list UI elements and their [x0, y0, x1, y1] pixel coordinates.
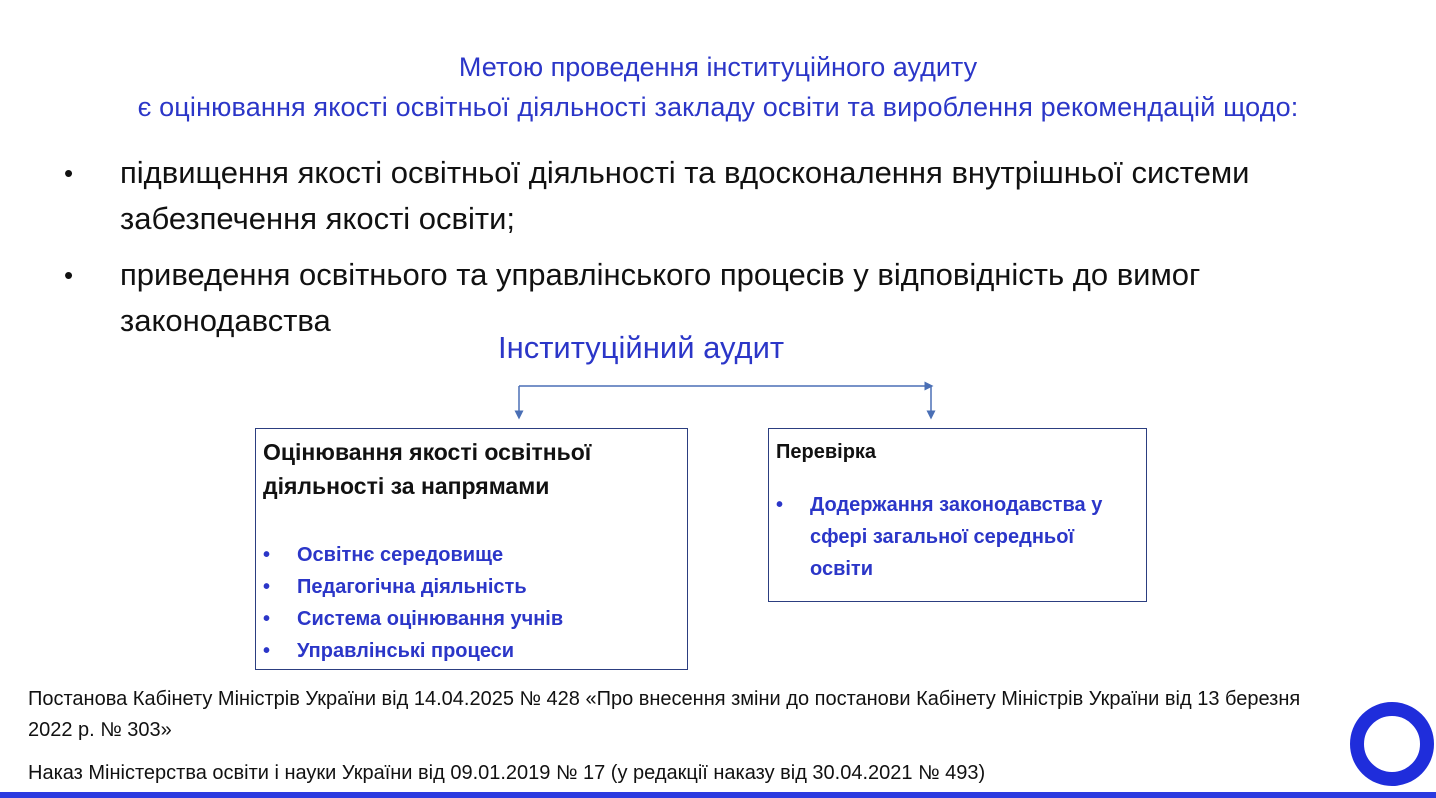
- reference-resolution: Постанова Кабінету Міністрів України від 14.04.2025 № 428 «Про внесення зміни до постанови Кабінету Міністрів України від 13 березня 2022 р. № 303»: [28, 688, 1301, 741]
- bullet-dot-icon: •: [263, 576, 271, 598]
- list-item: [263, 571, 679, 603]
- diagram-title: Інституційний аудит: [498, 330, 785, 365]
- bullet-dot-icon: •: [64, 260, 74, 290]
- inspection-list: [776, 489, 1138, 585]
- bullet-text: приведення освітнього та управлінського процесів у відповідність до вимог законодавства: [120, 257, 1201, 338]
- heading-line-2: є оцінювання якості освітньої діяльності закладу освіти та вироблення рекомендацій щодо:: [137, 92, 1299, 122]
- inspection-box: [768, 428, 1147, 602]
- assessment-directions-list: [263, 539, 679, 667]
- list-item: [263, 635, 679, 667]
- list-item-text: Освітнє середовище: [297, 544, 504, 566]
- list-item: [263, 603, 679, 635]
- list-item-text: Педагогічна діяльність: [297, 576, 527, 598]
- bullet-text: підвищення якості освітньої діяльності та вдосконалення внутрішньої системи забезпечення якості освіти;: [120, 155, 1250, 236]
- bottom-accent-bar: [0, 792, 1436, 798]
- inspection-box-title: Перевірка: [776, 441, 877, 463]
- assessment-box-title: Оцінювання якості освітньої діяльності за напрямами: [263, 439, 592, 499]
- list-item-text: Управлінські процеси: [297, 640, 515, 662]
- assessment-box: [255, 428, 688, 670]
- list-item-text: Додержання законодавства у сфері загальної середньої освіти: [810, 494, 1103, 580]
- list-item: [263, 539, 679, 571]
- ring-logo-icon: [1350, 702, 1434, 786]
- bullet-dot-icon: •: [263, 544, 271, 566]
- list-item: [776, 489, 1138, 585]
- bullet-dot-icon: •: [64, 158, 74, 188]
- bullet-dot-icon: •: [776, 494, 784, 516]
- list-item-text: Система оцінювання учнів: [297, 608, 564, 630]
- heading-line-1: Метою проведення інституційного аудиту: [458, 52, 978, 82]
- bullet-dot-icon: •: [263, 608, 271, 630]
- bullet-dot-icon: •: [263, 640, 271, 662]
- reference-order: Наказ Міністерства освіти і науки України від 09.01.2019 № 17 (у редакції наказу від 30.04.2021 № 493): [28, 762, 986, 784]
